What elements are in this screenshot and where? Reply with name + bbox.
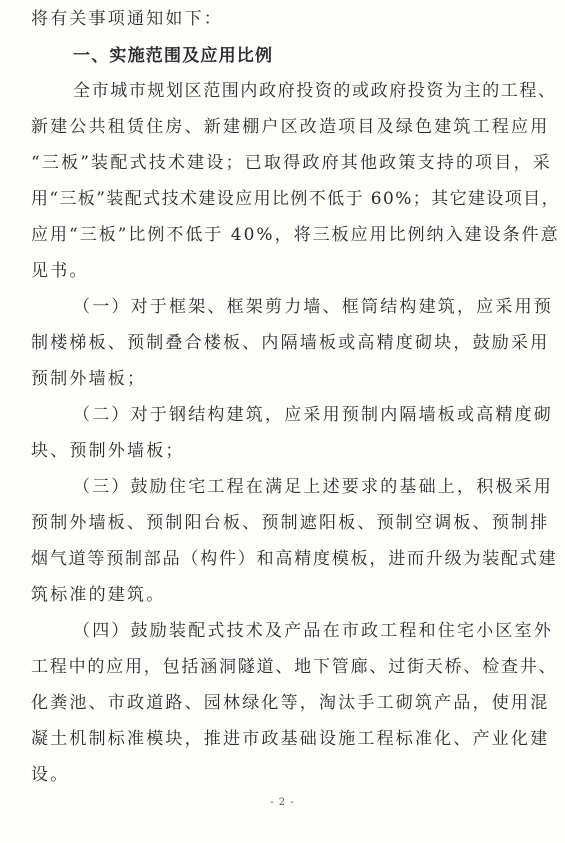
paragraph-line: （三）鼓励住宅工程在满足上述要求的基础上，积极采用: [73, 477, 553, 497]
paragraph-line: 预制外墙板、预制阳台板、预制遮阳板、预制空调板、预制排: [31, 513, 550, 533]
paragraph-line: 化粪池、市政道路、园林绿化等，淘汰手工砌筑产品，使用混: [31, 693, 550, 713]
page-number: - 2 -: [270, 797, 295, 808]
paragraph-line: 预制外墙板；: [31, 369, 147, 389]
paragraph-line: 制楼梯板、预制叠合楼板、内隔墙板或高精度砌块，鼓励采用: [31, 333, 550, 353]
paragraph-line: 工程中的应用，包括涵洞隧道、地下管廊、过街天桥、检查井、: [31, 657, 558, 677]
paragraph-line: 应用“三板”比例不低于 40%，将三板应用比例纳入建设条件意: [31, 225, 560, 245]
paragraph-line: 筑标准的建筑。: [31, 585, 166, 605]
paragraph-line: （四）鼓励装配式技术及产品在市政工程和住宅小区室外: [73, 621, 553, 641]
paragraph-line: 设。: [31, 765, 70, 785]
paragraph-line: （二）对于钢结构建筑，应采用预制内隔墙板或高精度砌: [73, 405, 553, 425]
paragraph-line: “三板”装配式技术建设；已取得政府其他政策支持的项目，采: [31, 153, 552, 173]
paragraph-line: （一）对于框架、框架剪力墙、框筒结构建筑，应采用预: [73, 297, 553, 317]
section-heading: 一、实施范围及应用比例: [73, 46, 274, 66]
paragraph-line: 用“三板”装配式技术建设应用比例不低于 60%；其它建设项目，: [31, 189, 560, 209]
paragraph-line: 全市城市规划区范围内政府投资的或政府投资为主的工程、: [73, 81, 557, 101]
paragraph-line: 烟气道等预制部品（构件）和高精度模板，进而升级为装配式建: [31, 549, 558, 569]
paragraph-line: 块、预制外墙板；: [31, 441, 185, 461]
paragraph-line: 新建公共租赁住房、新建棚户区改造项目及绿色建筑工程应用: [31, 117, 550, 137]
intro-line: 将有关事项通知如下：: [31, 9, 223, 29]
paragraph-line: 见书。: [31, 261, 89, 281]
paragraph-line: 凝土机制标准模块，推进市政基础设施工程标准化、产业化建: [31, 729, 550, 749]
